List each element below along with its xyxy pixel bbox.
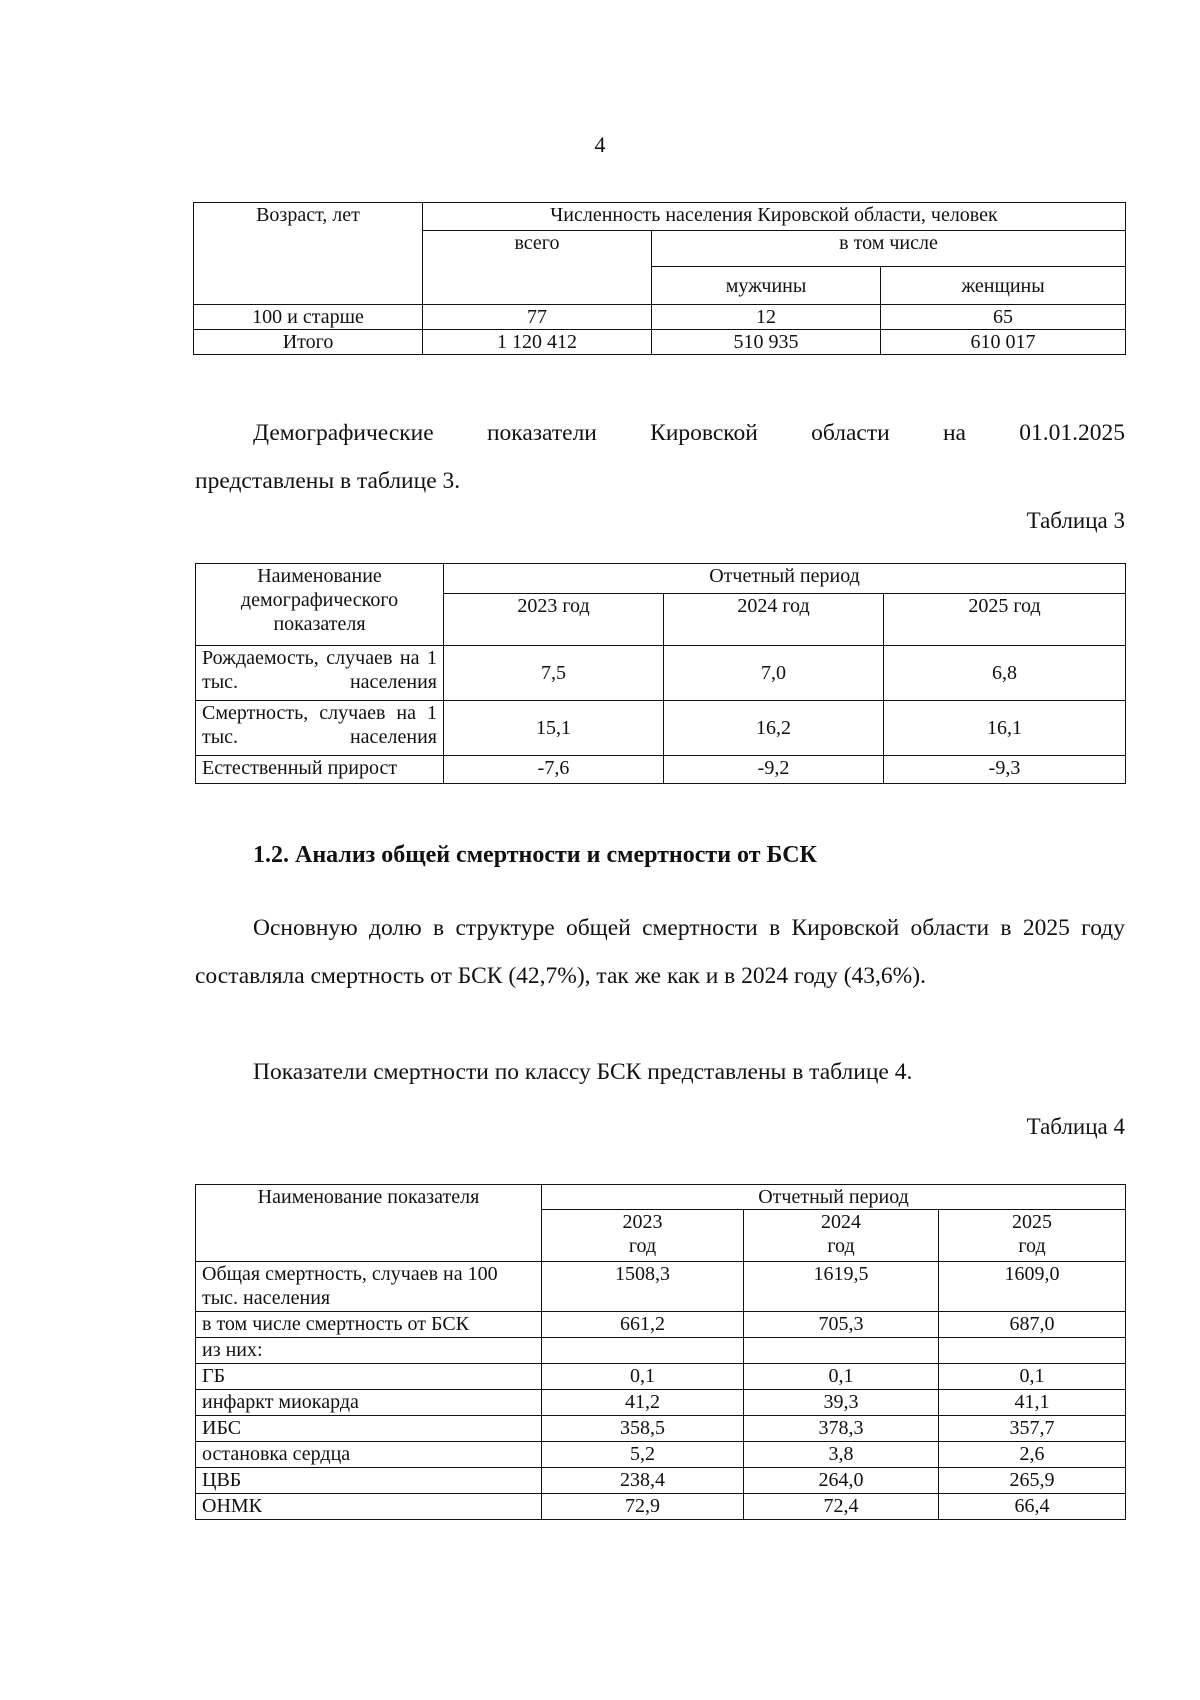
table4-reference-paragraph: Показатели смертности по классу БСК представлены в таблице 4. bbox=[253, 1059, 913, 1085]
table-row: ГБ 0,1 0,1 0,1 bbox=[196, 1364, 1126, 1390]
header-period: Отчетный период bbox=[542, 1185, 1126, 1210]
population-table bbox=[193, 202, 1126, 355]
table-row: Итого 1 120 412 510 935 610 017 bbox=[194, 330, 1126, 355]
header-year: 2023 год bbox=[444, 594, 664, 646]
table-row: ИБС 358,5 378,3 357,7 bbox=[196, 1416, 1126, 1442]
table-row: из них: bbox=[196, 1338, 1126, 1364]
mortality-paragraph: Основную долю в структуре общей смертности в Кировской области в 2025 году составляла смертность от БСК (42,7%), так же как и в 2024 году (43,6%). bbox=[195, 915, 1125, 989]
header-year: 2023 год bbox=[542, 1210, 744, 1262]
header-indicator: Наименование демографического показателя bbox=[196, 564, 444, 646]
section-heading: 1.2. Анализ общей смертности и смертности от БСК bbox=[253, 842, 817, 868]
demographics-paragraph: Демографические показатели Кировской области на 01.01.2025 представлены в таблице 3. bbox=[195, 420, 1125, 494]
header-year: 2024 год bbox=[744, 1210, 939, 1262]
table-row: Смертность, случаев на 1 тыс. населения 15,1 16,2 16,1 bbox=[196, 701, 1126, 756]
table3-caption: Таблица 3 bbox=[1026, 508, 1125, 533]
bsk-mortality-table bbox=[195, 1184, 1126, 1520]
table4-caption: Таблица 4 bbox=[1026, 1114, 1125, 1139]
header-year: 2025 год bbox=[939, 1210, 1126, 1262]
header-period: Отчетный период bbox=[444, 564, 1126, 594]
table-row: Рождаемость, случаев на 1 тыс. населения 7,5 7,0 6,8 bbox=[196, 646, 1126, 701]
table-row: Общая смертность, случаев на 100 тыс. населения 1508,3 1619,5 1609,0 bbox=[196, 1262, 1126, 1312]
header-year: 2024 год bbox=[664, 594, 884, 646]
header-population: Численность населения Кировской области, человек bbox=[423, 203, 1126, 231]
demographic-indicators-table bbox=[195, 563, 1126, 784]
page-number: 4 bbox=[594, 132, 606, 157]
table-row: остановка сердца 5,2 3,8 2,6 bbox=[196, 1442, 1126, 1468]
table-row: инфаркт миокарда 41,2 39,3 41,1 bbox=[196, 1390, 1126, 1416]
table-row: в том числе смертность от БСК 661,2 705,3 687,0 bbox=[196, 1312, 1126, 1338]
header-including: в том числе bbox=[652, 231, 1126, 267]
table-row: ЦВБ 238,4 264,0 265,9 bbox=[196, 1468, 1126, 1494]
table-row: 100 и старше 77 12 65 bbox=[194, 305, 1126, 330]
header-indicator: Наименование показателя bbox=[196, 1185, 542, 1262]
table-row: ОНМК 72,9 72,4 66,4 bbox=[196, 1494, 1126, 1520]
header-year: 2025 год bbox=[884, 594, 1126, 646]
header-age: Возраст, лет bbox=[194, 203, 423, 305]
table-row: Естественный прирост -7,6 -9,2 -9,3 bbox=[196, 756, 1126, 784]
header-men: мужчины bbox=[652, 267, 881, 305]
header-total: всего bbox=[423, 231, 652, 305]
header-women: женщины bbox=[881, 267, 1126, 305]
